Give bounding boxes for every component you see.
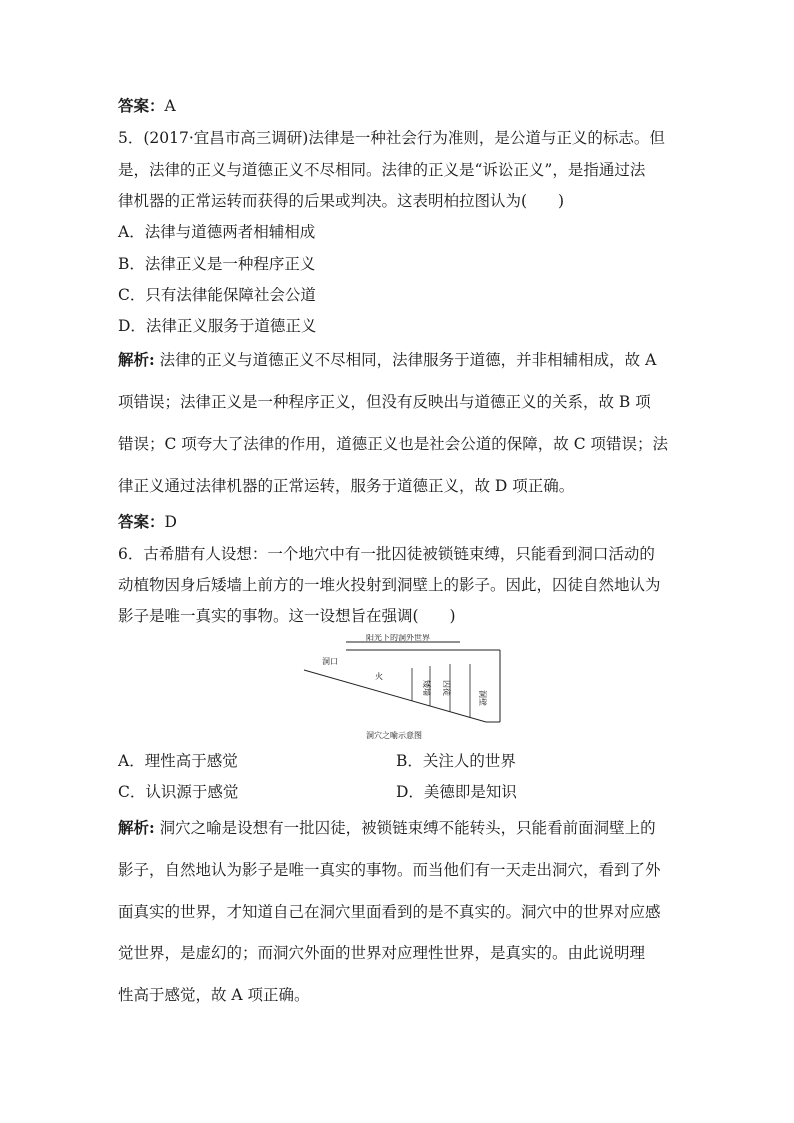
analysis-text: 洞穴之喻是设想有一批囚徒，被锁链束缚不能转头，只能看前面洞壁上的 xyxy=(154,819,656,837)
q5-option-a: A．法律与道德两者相辅相成 xyxy=(118,223,316,241)
q6-option-a: A．理性高于感觉 xyxy=(118,752,238,770)
q5-option-b: B．法律正义是一种程序正义 xyxy=(118,255,316,273)
q5-stem-line-1: 5．(2017·宜昌市高三调研)法律是一种社会行为准则，是公道与正义的标志。但 xyxy=(118,129,665,147)
low-wall-label: 矮墙 xyxy=(422,680,431,696)
answer-label: 答案： xyxy=(118,512,165,531)
cave-allegory-diagram xyxy=(300,634,510,744)
analysis-label: 解析: xyxy=(118,350,155,369)
q5-analysis-line-3: 错误；C 项夸大了法律的作用，道德正义也是社会公道的保障，故 C 项错误；法 xyxy=(118,435,669,453)
q6-analysis-line-3: 面真实的世界，才知道自己在洞穴里面看到的是不真实的。洞穴中的世界对应感 xyxy=(118,903,661,921)
cave-wall-label: 洞壁 xyxy=(478,690,487,706)
answer-label: 答案： xyxy=(118,96,165,115)
q5-analysis-line-2: 项错误；法律正义是一种程序正义，但没有反映出与道德正义的关系，故 B 项 xyxy=(118,393,651,411)
prisoners-label: 囚徒 xyxy=(442,680,451,696)
q5-option-d: D．法律正义服务于道德正义 xyxy=(118,317,317,335)
cave-floor-line xyxy=(304,670,486,722)
analysis-label: 解析: xyxy=(118,818,155,837)
q6-analysis-line-5: 性高于感觉，故 A 项正确。 xyxy=(118,986,310,1004)
q6-stem-line-1: 6．古希腊有人设想：一个地穴中有一批囚徒被锁链束缚，只能看到洞口活动的 xyxy=(118,545,655,563)
q6-option-b: B．关注人的世界 xyxy=(396,752,516,770)
answer-value: A xyxy=(164,97,176,115)
cave-mouth-label: 洞口 xyxy=(322,657,338,666)
q6-stem-line-3: 影子是唯一真实的事物。这一设想旨在强调( ) xyxy=(118,607,456,625)
analysis-text: 法律的正义与道德正义不尽相同，法律服务于道德，并非相辅相成，故 A xyxy=(154,351,657,369)
q6-option-d: D．美德即是知识 xyxy=(396,783,517,801)
fire-label: 火 xyxy=(375,672,383,681)
q6-analysis-line-1 xyxy=(118,818,656,838)
q5-stem-line-2: 是，法律的正义与道德正义不尽相同。法律的正义是“诉讼正义”，是指通过法 xyxy=(118,161,646,179)
q5-analysis-line-1 xyxy=(118,350,656,370)
q5-answer xyxy=(118,512,177,532)
q5-analysis-line-4: 律正义通过法律机器的正常运转，服务于道德正义，故 D 项正确。 xyxy=(118,477,575,495)
diagram-caption: 洞穴之喻示意图 xyxy=(366,731,422,740)
diagram-top-label: 阳光下的洞外世界 xyxy=(366,634,430,642)
q5-stem-line-3: 律机器的正常运转而获得的后果或判决。这表明柏拉图认为( ) xyxy=(118,192,565,210)
prev-answer xyxy=(118,96,176,116)
answer-value: D xyxy=(164,513,177,531)
q6-analysis-line-2: 影子，自然地认为影子是唯一真实的事物。而当他们有一天走出洞穴，看到了外 xyxy=(118,861,661,879)
q5-option-c: C．只有法律能保障社会公道 xyxy=(118,286,316,304)
q6-stem-line-2: 动植物因身后矮墙上前方的一堆火投射到洞壁上的影子。因此，囚徒自然地认为 xyxy=(118,576,661,594)
q6-option-c: C．认识源于感觉 xyxy=(118,783,239,801)
q6-analysis-line-4: 觉世界，是虚幻的；而洞穴外面的世界对应理性世界，是真实的。由此说明理 xyxy=(118,944,646,962)
